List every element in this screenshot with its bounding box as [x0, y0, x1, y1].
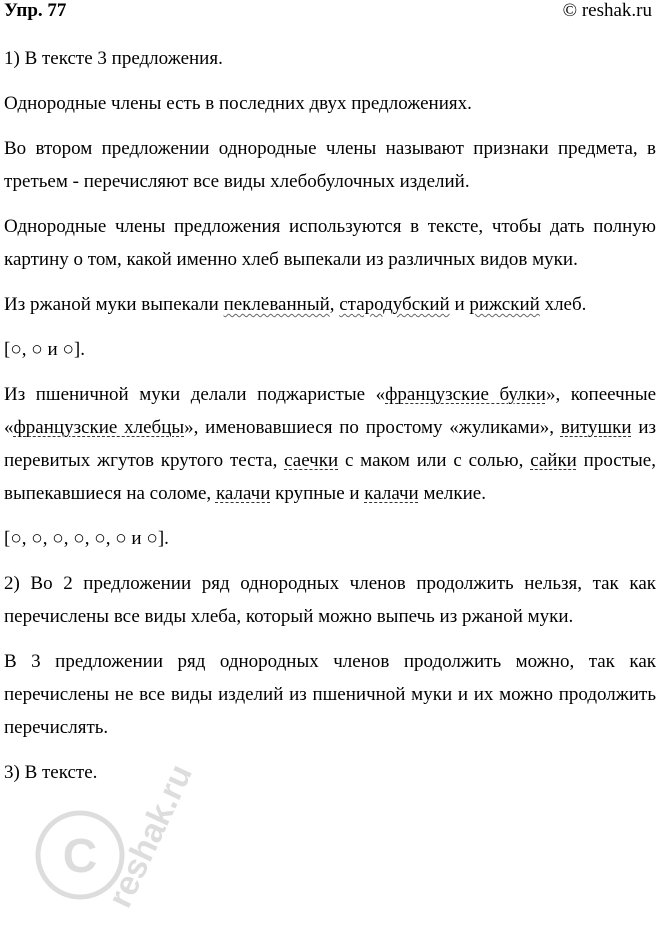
sentence-3: [4, 378, 656, 510]
homogeneous-member: пеклеванный: [223, 294, 330, 315]
text-fragment: ,: [329, 294, 340, 315]
scheme-2: [○, ○, ○, ○, ○, ○ и ○].: [4, 528, 169, 549]
homogeneous-member: калачи: [215, 483, 271, 504]
header: [0, 0, 658, 24]
paragraph-8: В 3 предложении ряд однородных членов продолжить можно, так как перечислены не все виды изделий из пшеничной муки и их можно продолжить перечислять.: [4, 651, 656, 738]
sentence-2: [4, 288, 656, 321]
homogeneous-member: рижский: [469, 294, 540, 315]
text-fragment: с маком или с солью,: [338, 450, 531, 471]
homogeneous-member: саечки: [284, 450, 339, 471]
paragraph-1: 1) В тексте 3 предложения.: [4, 48, 223, 69]
homogeneous-member: стародубский: [339, 294, 450, 315]
homogeneous-member: витушки: [560, 417, 632, 438]
text-fragment: крупные и: [270, 483, 365, 504]
scheme-1: [○, ○ и ○].: [4, 339, 86, 360]
paragraph-2: Однородные члены есть в последних двух предложениях.: [4, 93, 472, 114]
copyright-label: © reshak.ru: [562, 0, 652, 21]
paragraph-4: Однородные члены предложения используются в тексте, чтобы дать полную картину о том, какой именно хлеб выпекали из различных видов муки.: [4, 216, 656, 270]
answer-text: [4, 42, 656, 789]
text-fragment: простые, выпекавшиеся на соломе,: [4, 450, 656, 504]
exercise-title: Упр. 77: [4, 0, 67, 21]
watermark-text: reshak.ru: [100, 758, 200, 914]
svg-text:C: C: [62, 830, 98, 883]
homogeneous-member: калачи: [364, 483, 419, 504]
text-fragment: хлеб.: [539, 294, 587, 315]
text-fragment: мелкие.: [418, 483, 486, 504]
homogeneous-member: французские хлебцы: [13, 417, 185, 438]
text-fragment: Из пшеничной муки делали поджаристые «: [4, 384, 386, 405]
homogeneous-member: французские булки: [385, 384, 546, 405]
text-fragment: », копеечные «: [4, 384, 657, 438]
paragraph-3: Во втором предложении однородные члены называют признаки предмета, в третьем - перечисляют все виды хлебобулочных изделий.: [4, 138, 656, 192]
text-fragment: », именовавшиеся по простому «жуликами»,: [184, 417, 561, 438]
text-fragment: Из ржаной муки выпекали: [4, 294, 224, 315]
text-fragment: из перевитых жгутов крутого теста,: [4, 417, 656, 471]
paragraph-7: 2) Во 2 предложении ряд однородных членов продолжить нельзя, так как перечислены все виды хлеба, который можно выпечь из ржаной муки.: [4, 573, 656, 627]
paragraph-9: 3) В тексте.: [4, 762, 98, 783]
homogeneous-member: сайки: [530, 450, 577, 471]
text-fragment: и: [449, 294, 470, 315]
